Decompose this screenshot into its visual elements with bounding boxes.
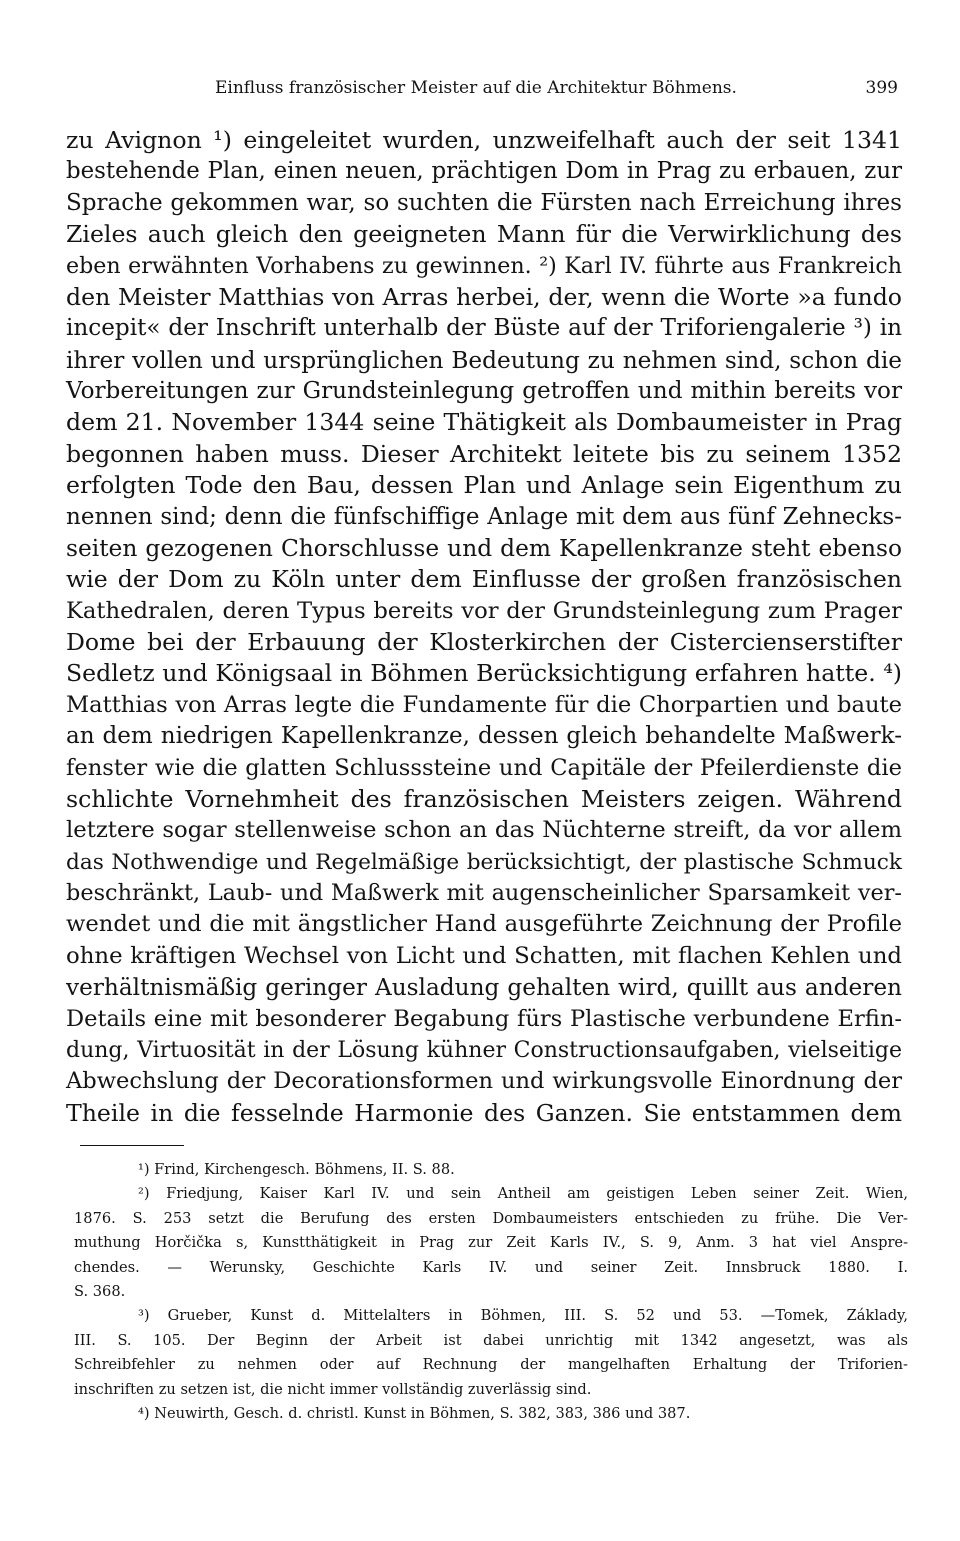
text-line: ohne kräftigen Wechsel von Licht und Schatten, mit flachen Kehlen und	[66, 942, 902, 969]
text-line: beschränkt, Laub- und Maßwerk mit augenscheinlicher Sparsamkeit ver-	[66, 880, 902, 906]
footnote-line: muthung Horčička s, Kunstthätigkeit in Prag zur Zeit Karls IV., S. 9, Anm. 3 hat viel Anspre-	[74, 1234, 908, 1252]
running-title: Einfluss französischer Meister auf die Architektur Böhmens.	[215, 78, 737, 98]
text-line: dem 21. November 1344 seine Thätigkeit als Dombaumeister in Prag	[66, 408, 902, 437]
text-line: dung, Virtuosität in der Lösung kühner Constructionsaufgaben, vielseitige	[66, 1037, 902, 1063]
text-line: fenster wie die glatten Schlusssteine und Capitäle der Pfeilerdienste die	[66, 754, 902, 781]
text-line: Vorbereitungen zur Grundsteinlegung getroffen und mithin bereits vor	[66, 378, 902, 404]
text-line: wendet und die mit ängstlicher Hand ausgeführte Zeichnung der Profile	[66, 911, 902, 938]
text-line: Kathedralen, deren Typus bereits vor der Grundsteinlegung zum Prager	[66, 597, 902, 624]
footnote-1: ¹) Frind, Kirchengesch. Böhmens, II. S. 88.	[138, 1161, 455, 1178]
text-line: Theile in die fesselnde Harmonie des Ganzen. Sie entstammen dem	[66, 1098, 902, 1127]
text-line: ihrer vollen und ursprünglichen Bedeutung zu nehmen sind, schon die	[66, 346, 902, 374]
text-line: verhältnismäßig geringer Ausladung gehalten wird, quillt aus anderen	[66, 974, 902, 1002]
footnote-line: S. 368.	[74, 1283, 126, 1301]
footnote-4: ⁴) Neuwirth, Gesch. d. christl. Kunst in Böhmen, S. 382, 383, 386 und 387.	[138, 1405, 691, 1423]
text-line: Dome bei der Erbauung der Klosterkirchen der Cistercienserstifter	[66, 628, 902, 656]
text-line: Abwechslung der Decorationsformen und wirkungsvolle Einordnung der	[66, 1068, 902, 1095]
text-line: nennen sind; denn die fünfschiffige Anlage mit dem aus fünf Zehnecks-	[66, 503, 902, 530]
text-line: den Meister Matthias von Arras herbei, der, wenn die Worte »a fundo	[66, 282, 902, 311]
text-line: bestehende Plan, einen neuen, prächtigen Dom in Prag zu erbauen, zur	[66, 158, 902, 185]
footnotes	[74, 1158, 908, 1426]
text-line: an dem niedrigen Kapellenkranze, dessen gleich behandelte Maßwerk-	[66, 723, 902, 750]
text-line: erfolgten Tode den Bau, dessen Plan und Anlage sein Eigenthum zu	[66, 471, 902, 500]
text-line: Sedletz und Königsaal in Böhmen Berücksichtigung erfahren hatte. ⁴)	[66, 659, 902, 688]
footnote-line: III. S. 105. Der Beginn der Arbeit ist dabei unrichtig mit 1342 angesetzt, was als	[74, 1331, 908, 1349]
main-text	[66, 125, 902, 1129]
text-line: das Nothwendige und Regelmäßige berücksichtigt, der plastische Schmuck	[66, 849, 902, 875]
footnote-separator	[80, 1145, 184, 1146]
footnote-line: Schreibfehler zu nehmen oder auf Rechnung der mangelhaften Erhaltung der Triforien-	[74, 1356, 908, 1374]
footnote-3: ³) Grueber, Kunst d. Mittelalters in Böhmen, III. S. 52 und 53. —Tomek, Základy,	[138, 1307, 908, 1325]
text-line: Details eine mit besonderer Begabung fürs Plastische verbundene Erfin-	[66, 1005, 902, 1032]
text-line: Sprache gekommen war, so suchten die Fürsten nach Erreichung ihres	[66, 189, 902, 216]
page-number: 399	[865, 78, 898, 98]
text-line: Matthias von Arras legte die Fundamente für die Chorpartien und baute	[66, 691, 902, 718]
footnote-line: inschriften zu setzen ist, die nicht immer vollständig zuverlässig sind.	[74, 1380, 592, 1398]
text-line: Zieles auch gleich den geeigneten Mann für die Verwirklichung des	[66, 220, 902, 249]
text-line: eben erwähnten Vorhabens zu gewinnen. ²) Karl IV. führte aus Frankreich	[66, 252, 902, 279]
footnote-2: ²) Friedjung, Kaiser Karl IV. und sein Antheil am geistigen Leben seiner Zeit. Wien,	[138, 1185, 908, 1203]
text-line: wie der Dom zu Köln unter dem Einflusse der großen französischen	[66, 565, 902, 594]
running-header	[215, 78, 898, 98]
footnote-line: chendes. — Werunsky, Geschichte Karls IV. und seiner Zeit. Innsbruck 1880. I.	[74, 1258, 908, 1276]
text-line: letztere sogar stellenweise schon an das Nüchterne streift, da vor allem	[66, 817, 902, 844]
text-line: incepit« der Inschrift unterhalb der Büste auf der Triforiengalerie ³) in	[66, 315, 902, 342]
text-line: seiten gezogenen Chorschlusse und dem Kapellenkranze steht ebenso	[66, 534, 902, 562]
text-line: zu Avignon ¹) eingeleitet wurden, unzweifelhaft auch der seit 1341	[66, 126, 902, 154]
footnote-line: 1876. S. 253 setzt die Berufung des ersten Dombaumeisters entschieden zu frühe. Die Ver-	[74, 1209, 908, 1227]
text-line: begonnen haben muss. Dieser Architekt leitete bis zu seinem 1352	[66, 439, 902, 468]
text-line: schlichte Vornehmheit des französischen Meisters zeigen. Während	[66, 784, 902, 813]
